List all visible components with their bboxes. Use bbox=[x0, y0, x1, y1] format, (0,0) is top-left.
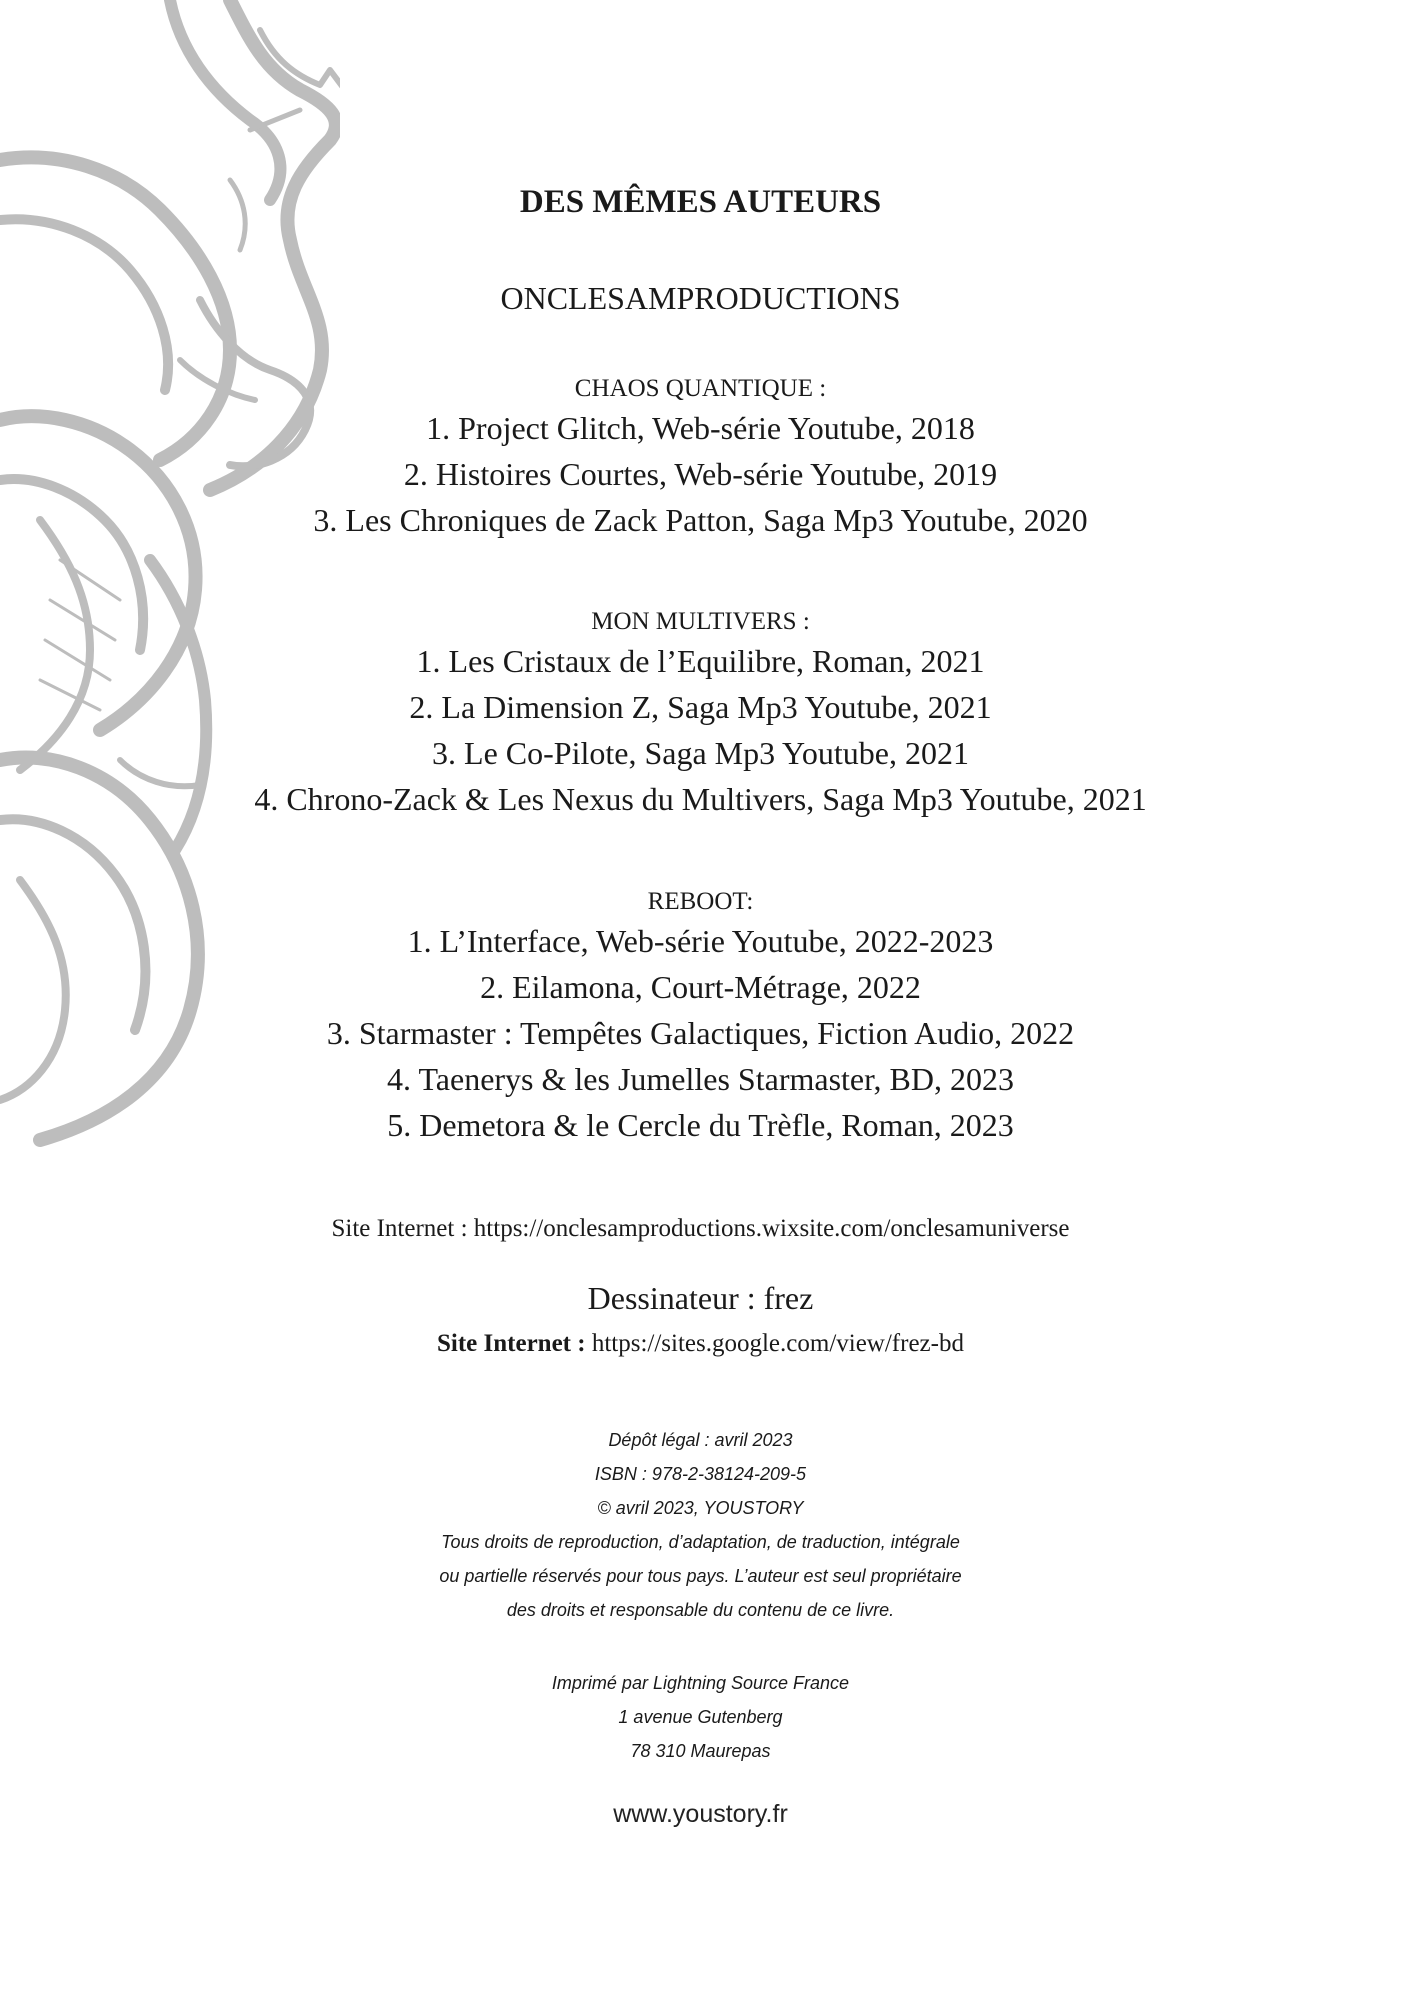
illustrator-website-label: Site Internet : bbox=[437, 1330, 592, 1357]
legal-line: des droits et responsable du contenu de ce livre. bbox=[506, 1600, 895, 1620]
legal-line: ISBN : 978-2-38124-209-5 bbox=[594, 1464, 807, 1484]
list-item: 4. Taenerys & les Jumelles Starmaster, BD, 2023 bbox=[387, 1061, 1014, 1097]
printer-line: Imprimé par Lightning Source France bbox=[551, 1673, 850, 1693]
legal-line: ou partielle réservés pour tous pays. L’auteur est seul propriétaire bbox=[439, 1566, 962, 1586]
illustrator-website-link[interactable]: https://sites.google.com/view/frez-bd bbox=[591, 1330, 964, 1357]
page-title: DES MÊMES AUTEURS bbox=[519, 184, 882, 220]
legal-line: © avril 2023, YOUSTORY bbox=[597, 1498, 804, 1518]
publisher-link[interactable]: www.youstory.fr bbox=[613, 1800, 788, 1828]
printer-line: 1 avenue Gutenberg bbox=[618, 1707, 783, 1727]
list-item: 2. Eilamona, Court-Métrage, 2022 bbox=[480, 969, 921, 1005]
legal-line: Tous droits de reproduction, d’adaptation, de traduction, intégrale bbox=[441, 1532, 960, 1552]
list-item: 3. Starmaster : Tempêtes Galactiques, Fiction Audio, 2022 bbox=[326, 1015, 1075, 1051]
company-name: ONCLESAMPRODUCTIONS bbox=[500, 280, 901, 316]
legal-line: Dépôt légal : avril 2023 bbox=[608, 1430, 793, 1450]
section-title: REBOOT: bbox=[647, 888, 754, 915]
list-item: 1. L’Interface, Web-série Youtube, 2022-2023 bbox=[407, 923, 994, 959]
list-item: 2. Histoires Courtes, Web-série Youtube, 2019 bbox=[403, 456, 998, 492]
list-item: 3. Les Chroniques de Zack Patton, Saga Mp3 Youtube, 2020 bbox=[313, 502, 1088, 538]
section-title: MON MULTIVERS : bbox=[591, 608, 810, 635]
illustrator-line: Dessinateur : frez bbox=[587, 1280, 814, 1316]
section-title: CHAOS QUANTIQUE : bbox=[574, 375, 827, 402]
website-line bbox=[0, 1215, 1401, 1243]
printer-line: 78 310 Maurepas bbox=[630, 1741, 771, 1761]
list-item: 5. Demetora & le Cercle du Trèfle, Roman, 2023 bbox=[387, 1107, 1014, 1143]
website-label: Site Internet : bbox=[331, 1215, 474, 1242]
list-item: 1. Les Cristaux de l’Equilibre, Roman, 2021 bbox=[416, 643, 985, 679]
list-item: 3. Le Co-Pilote, Saga Mp3 Youtube, 2021 bbox=[432, 735, 969, 771]
website-link[interactable]: https://onclesamproductions.wixsite.com/onclesamuniverse bbox=[473, 1215, 1070, 1242]
list-item: 2. La Dimension Z, Saga Mp3 Youtube, 2021 bbox=[409, 689, 992, 725]
illustrator-website-line bbox=[0, 1330, 1401, 1358]
list-item: 4. Chrono-Zack & Les Nexus du Multivers, Saga Mp3 Youtube, 2021 bbox=[254, 781, 1147, 817]
list-item: 1. Project Glitch, Web-série Youtube, 2018 bbox=[426, 410, 975, 446]
